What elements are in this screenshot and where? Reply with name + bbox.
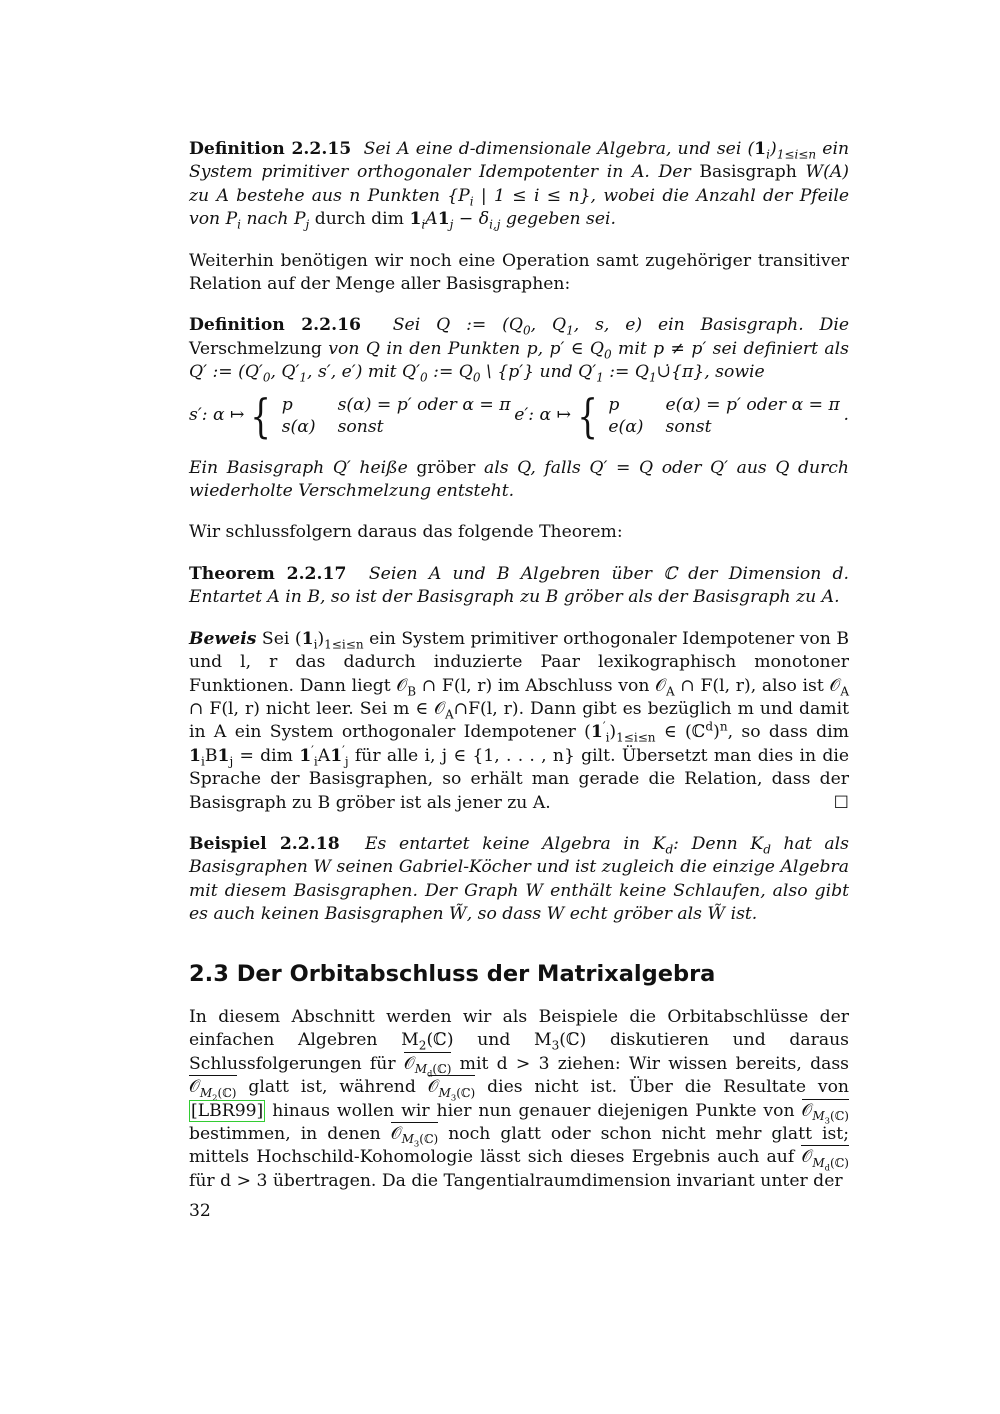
page-number: 32 xyxy=(189,1201,211,1221)
proof: Beweis Sei $(1_i)_{1\le i\le n}$ ein System primitiver orthogonaler Idempotener von B und l, r das dadurch induzierte Paar lexikographisch monotoner Funktionen. Dann liegt 𝒪$_B$ ∩ F(l, r) im Abschluss von 𝒪$_A$ ∩ F(l, r), also ist 𝒪$_A$ ∩ F(l, r) nicht leer. Sei m ∈ 𝒪$_A$∩F(l, r). Dann gibt es bezüglich m und damit in A ein System orthogonaler Idempotener $(1'_i)_{1\le i\le n}$ ∈ (ℂ$^d$)$^n$, so dass dim $1_iB1_j$ = dim $1'_iA1'_j$ für alle i, j ∈ {1, . . . , n} gilt. Übersetzt man dies in die Sprache der Basisgraphen, so erhält man gerade die Relation, dass der Basisgraph zu B gröber ist als jener zu A. ☐ xyxy=(189,628,849,815)
defined-term: Verschmelzung xyxy=(189,338,322,359)
definition-coarser: Ein Basisgraph Q′ heiße gröber als Q, falls Q′ = Q oder Q′ aus Q durch wiederholte Verschmelzung entsteht. xyxy=(189,457,849,502)
definition-label: Definition 2.2.15 xyxy=(189,139,352,159)
example-2-2-18: Beispiel 2.2.18 Es entartet keine Algebra in $K_d$: Denn $K_d$ hat als Basisgraphen W seinen Gabriel-Köcher und ist zugleich die einzige Algebra mit diesem Basisgraphen. Der Graph W enthält keine Schlaufen, also gibt es auch keinen Basisgraphen W̃, so dass W echt gröber als W̃ ist. xyxy=(189,833,849,925)
section-number: 2.3 xyxy=(189,960,229,987)
definition-2-2-16: Definition 2.2.16 Sei Q := ($Q_0$, $Q_1$, s, e) ein Basisgraph. Die Verschmelzung von Q in den Punkten p, p′ ∈ $Q_0$ mit p ≠ p′ sei definiert als Q′ := ($Q'_0$, $Q'_1$, s′, e′) mit $Q'_0$ := $Q_0$ \ {p′} und $Q'_1$ := $Q_1\cuṗ\{\pi\}$, sowie xyxy=(189,315,849,385)
definition-2-2-15: Definition 2.2.15 Sei A eine d-dimensionale Algebra, und sei $(1_i)_{1\le i\le n}$ ein System primitiver orthogonaler Idempotenter in A. Der Basisgraph W(A) zu A bestehe aus n Punkten {$P_i$ | 1 ≤ i ≤ n}, wobei die Anzahl der Pfeile von $P_i$ nach $P_j$ durch dim $1_iA1_j - \delta_{i,j}$ gegeben sei. xyxy=(189,139,850,232)
defined-term: Basisgraph xyxy=(699,162,797,183)
paragraph: In diesem Abschnitt werden wir als Beispiele die Orbitabschlüsse der einfachen Algebren $M_2(ℂ)$ und $M_3(ℂ)$ diskutieren und daraus Schlussfolgerungen für 𝒪$_{M_d(ℂ)}$ mit d > 3 ziehen: Wir wissen bereits, dass 𝒪$_{M_2(ℂ)}$ glatt ist, während 𝒪$_{M_3(ℂ)}$ dies nicht ist. Über die Resultate von [LBR99] hinaus wollen wir hier nun genauer diejenigen Punkte von 𝒪$_{M_3(ℂ)}$ bestimmen, in denen 𝒪$_{M_3(ℂ)}$ noch glatt oder schon nicht mehr glatt ist; mittels Hochschild-Kohomologie lässt sich dieses Ergebnis auch auf 𝒪$_{M_d(ℂ)}$ für d > 3 übertragen. Da die Tangentialraumdimension invariant unter der xyxy=(189,1006,850,1191)
case-definitions: s′: α ↦ { p s(α) = p′ oder α = π s(α) sonst e′: α ↦ { p e(α) = p′ oder α = π e(α) sonst . xyxy=(189,388,849,443)
page-body xyxy=(189,138,849,1211)
paragraph: Wir schlussfolgern daraus das folgende Theorem: xyxy=(189,522,623,543)
citation-link[interactable]: [LBR99] xyxy=(191,1100,264,1121)
orbit-closure: 𝒪$_{M_2(ℂ)}$ xyxy=(189,1077,237,1103)
section-title: Der Orbitabschluss der Matrixalgebra xyxy=(236,960,716,987)
e-prime-case: e′: α ↦ { p e(α) = p′ oder α = π e(α) sonst xyxy=(514,388,840,443)
s-prime-case: s′: α ↦ { p s(α) = p′ oder α = π s(α) sonst xyxy=(189,388,511,443)
paragraph: Weiterhin benötigen wir noch eine Operation samt zugehöriger transitiver Relation auf der Menge aller Basisgraphen: xyxy=(189,250,849,295)
orbit-closure: 𝒪$_{M_3(ℂ)}$ xyxy=(390,1124,439,1149)
orbit-closure: 𝒪$_{M_3(ℂ)}$ xyxy=(801,1100,849,1126)
example-label: Beispiel 2.2.18 xyxy=(189,833,340,854)
definition-label: Definition 2.2.16 xyxy=(189,315,361,336)
defined-term: gröber xyxy=(416,457,476,478)
qed-box: ☐ xyxy=(833,792,849,813)
section-heading xyxy=(189,960,849,987)
left-brace: { xyxy=(577,388,598,443)
left-brace: { xyxy=(250,388,272,443)
orbit-closure: 𝒪$_{M_d(ℂ)}$ xyxy=(403,1053,452,1079)
orbit-closure: 𝒪$_{M_d(ℂ)}$ xyxy=(801,1147,849,1173)
orbit-closure: 𝒪$_{M_3(ℂ)}$ xyxy=(427,1077,476,1103)
proof-label: Beweis xyxy=(189,628,257,649)
theorem-label: Theorem 2.2.17 xyxy=(189,563,347,584)
theorem-2-2-17: Theorem 2.2.17 Seien A und B Algebren über ℂ der Dimension d. Entartet A in B, so ist der Basisgraph zu B gröber als der Basisgraph zu A. xyxy=(189,563,849,608)
